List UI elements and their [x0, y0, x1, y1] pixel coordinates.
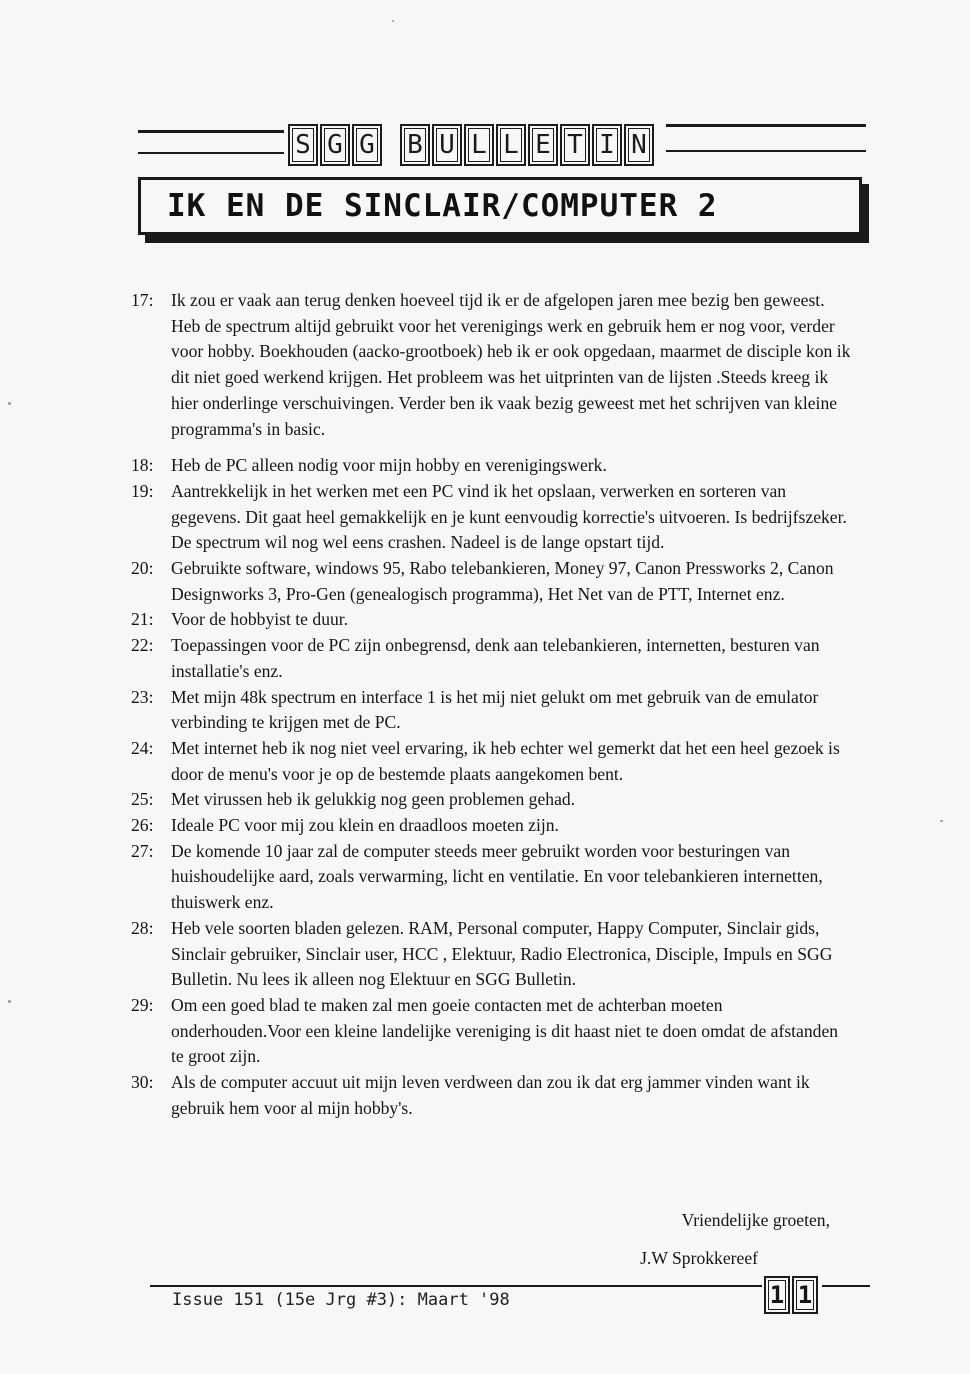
answer-number: 18: [131, 455, 154, 476]
masthead-logo [284, 120, 658, 170]
header-rule-mid-right [666, 150, 866, 152]
answer-number: 27: [131, 840, 154, 861]
answer-number: 22: [131, 635, 154, 656]
answer-number: 29: [131, 994, 154, 1015]
answer-number: 25: [131, 789, 154, 810]
page-number [764, 1276, 818, 1314]
answer-text: Ik zou er vaak aan terug denken hoeveel tijd ik er de afgelopen jaren mee bezig ben geweest. Heb de spectrum altijd gebruikt voor het verenigings werk en gebruik hem er nog voor, verder voor hobby. Boekhouden (aacko-grootboek) heb ik er ook opgedaan, maarmet de disciple kon ik dit niet goed werkend krijgen. Het probleem was het uitprinten van de lijsten .Steeds kreeg ik hier onderlinge verschuivingen. Verder ben ik vaak bezig geweest met het schrijven van kleine programma's in basic. [171, 290, 851, 439]
title-box-shadow-bottom [145, 235, 869, 243]
masthead-word-sgg [288, 124, 382, 166]
masthead-letter: E [528, 124, 558, 166]
masthead-letter: G [352, 124, 382, 166]
answer-text: Om een goed blad te maken zal men goeie contacten met de achterban moeten onderhouden.Voor een kleine landelijke vereniging is dit haast niet te doen omdat de afstanden te groot zijn. [171, 994, 839, 1067]
article-title-box [138, 177, 862, 235]
answer-number: 17: [131, 290, 154, 310]
answer-text: Aantrekkelijk in het werken met een PC vind ik het opslaan, verwerken en sorteren van gegevens. Dit gaat heel gemakkelijk en je kunt eenvoudig korrectie's uitvoeren. Is bedrijfszeker. De spectrum wil nog wel eens crashen. Nadeel is de lange opstart tijd. [171, 480, 847, 553]
answer-item [131, 839, 853, 916]
answer-text: Voor de hobbyist te duur. [171, 609, 349, 630]
masthead-letter: T [560, 124, 590, 166]
scan-speck [940, 820, 943, 822]
answer-text: Ideale PC voor mij zou klein en draadloos moeten zijn. [171, 815, 559, 836]
header-rule-top-right [666, 124, 866, 127]
scan-speck [8, 1000, 11, 1003]
masthead-word-bulletin [400, 124, 654, 166]
answer-text: Met mijn 48k spectrum en interface 1 is het mij niet gelukt om met gebruik van de emulator verbinding te krijgen met de PC. [171, 686, 819, 733]
answer-item [131, 736, 853, 787]
masthead-letter: U [432, 124, 462, 166]
answer-number: 30: [131, 1072, 154, 1093]
answer-text: Toepassingen voor de PC zijn onbegrensd, denk aan telebankieren, internetten, besturen van installatie's enz. [171, 635, 820, 681]
scan-speck [8, 402, 11, 405]
scan-speck [392, 20, 394, 22]
answer-number: 26: [131, 815, 154, 836]
answer-number: 20: [131, 558, 154, 579]
masthead-letter: L [464, 124, 494, 166]
masthead-letter: I [592, 124, 622, 166]
answer-item [131, 288, 853, 442]
footer-rule [150, 1285, 762, 1287]
answer-item [131, 556, 853, 607]
answer-text: Heb de PC alleen nodig voor mijn hobby en verenigingswerk. [171, 455, 607, 476]
answer-item [131, 916, 853, 993]
masthead-letter: N [624, 124, 654, 166]
answer-item [131, 607, 853, 633]
closing-greeting: Vriendelijke groeten, [681, 1210, 830, 1230]
answer-number: 28: [131, 917, 154, 938]
masthead-letter: G [320, 124, 350, 166]
answer-text: Als de computer accuut uit mijn leven verdween dan zou ik dat erg jammer vinden want ik gebruik hem voor al mijn hobby's. [171, 1072, 810, 1118]
answer-number: 19: [131, 480, 154, 501]
answer-item [131, 787, 853, 813]
answer-text: Gebruikte software, windows 95, Rabo telebankieren, Money 97, Canon Pressworks 2, Canon Designworks 3, Pro-Gen (genealogisch programma), Het Net van de PTT, Internet enz. [171, 558, 834, 604]
footer-rule-right [822, 1285, 870, 1287]
answer-text: Met virussen heb ik gelukkig nog geen problemen gehad. [171, 789, 576, 810]
header-rule-mid-left [138, 152, 288, 154]
answer-item [131, 633, 853, 684]
masthead-letter: S [288, 124, 318, 166]
answer-text: De komende 10 jaar zal de computer steeds meer gebruikt worden voor besturingen van huishoudelijke aard, zoals verwarming, licht en ventilatie. En voor telebankieren internetten, thuiswerk enz. [171, 840, 823, 913]
answer-text: Heb vele soorten bladen gelezen. RAM, Personal computer, Happy Computer, Sinclair gids, Sinclair gebruiker, Sinclair user, HCC , Elektuur, Radio Electronica, Disciple, Impuls en SGG Bulletin. Nu lees ik alleen nog Elektuur en SGG Bulletin. [171, 917, 833, 990]
author-name: J.W Sprokkereef [640, 1248, 758, 1268]
answer-item [131, 453, 853, 479]
answer-item [131, 685, 853, 736]
page-number-digit: 1 [764, 1276, 790, 1314]
article-title: IK EN DE SINCLAIR/COMPUTER 2 [167, 188, 718, 224]
answer-item [131, 813, 853, 839]
answer-item [131, 479, 853, 556]
header-rule-top-left [138, 130, 288, 133]
page-number-digit: 1 [792, 1276, 818, 1314]
masthead-letter: L [496, 124, 526, 166]
article-body [131, 288, 853, 1122]
answer-number: 21: [131, 609, 154, 630]
issue-info: Issue 151 (15e Jrg #3): Maart '98 [172, 1290, 510, 1310]
answer-item [131, 993, 853, 1070]
answer-number: 23: [131, 686, 154, 707]
answer-text: Met internet heb ik nog niet veel ervaring, ik heb echter wel gemerkt dat het een heel gezoek is door de menu's voor je op de bestemde plaats aangekomen bent. [171, 737, 840, 784]
masthead-letter: B [400, 124, 430, 166]
answer-number: 24: [131, 737, 154, 758]
title-box-shadow-right [862, 184, 869, 235]
answer-item [131, 1070, 853, 1121]
